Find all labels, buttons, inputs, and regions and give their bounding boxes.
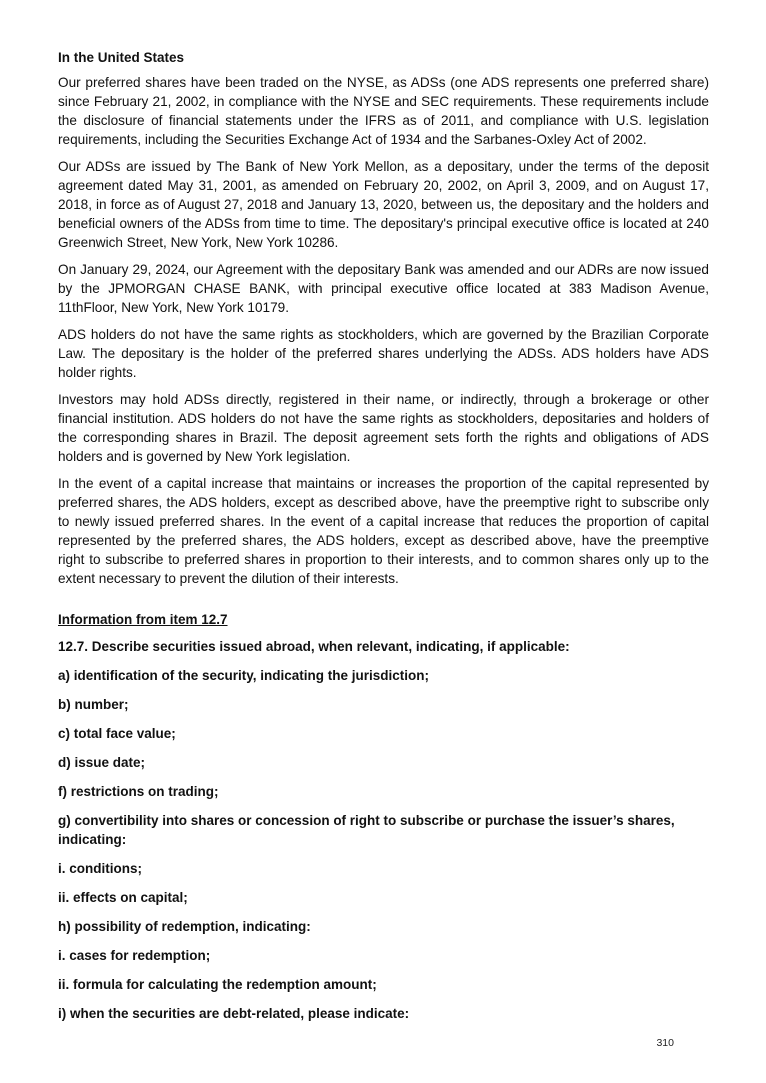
item-h-ii: ii. formula for calculating the redemption amount; (58, 977, 377, 992)
paragraph-ads-holder-rights: ADS holders do not have the same rights as stockholders, which are governed by the Brazilian Corporate Law. The depositary is the holder of the preferred shares underlying the ADSs. ADS holders have ADS holder rights. (58, 327, 709, 380)
page-number: 310 (656, 1037, 674, 1049)
item-i: i) when the securities are debt-related, please indicate: (58, 1006, 410, 1021)
item-f: f) restrictions on trading; (58, 784, 219, 799)
section-heading: In the United States (58, 50, 185, 65)
paragraph-nyse-listing: Our preferred shares have been traded on the NYSE, as ADSs (one ADS represents one preferred share) since February 21, 2002, in compliance with the NYSE and SEC requirements. These requirements include the disclosure of financial statements under the IFRS as of 2011, and compliance with U.S. legislation requirements, including the Securities Exchange Act of 1934 and the Sarbanes-Oxley Act of 2002. (58, 75, 709, 147)
item-g-i: i. conditions; (58, 861, 142, 876)
paragraph-depositary: Our ADSs are issued by The Bank of New York Mellon, as a depositary, under the terms of the deposit agreement dated May 31, 2001, as amended on February 20, 2002, on April 3, 2009, and on August 17, 2018, in force as of August 27, 2018 and January 13, 2020, between us, the depositary and the holders and beneficial owners of the ADSs from time to time. The depositary's principal executive office is located at 240 Greenwich Street, New York, New York 10286. (58, 159, 709, 250)
item-a: a) identification of the security, indicating the jurisdiction; (58, 668, 430, 683)
document-page (58, 48, 709, 1033)
item-g-ii: ii. effects on capital; (58, 890, 188, 905)
section-title-item-12-7: Information from item 12.7 (58, 612, 228, 627)
item-g: g) convertibility into shares or concession of right to subscribe or purchase the issuer’s shares, indicating: (58, 813, 675, 847)
item-b: b) number; (58, 697, 129, 712)
paragraph-investors: Investors may hold ADSs directly, registered in their name, or indirectly, through a brokerage or other financial institution. ADS holders do not have the same rights as stockholders, depositaries and holders of the corresponding shares in Brazil. The deposit agreement sets forth the rights and obligations of ADS holders and is governed by New York legislation. (58, 392, 709, 464)
item-d: d) issue date; (58, 755, 146, 770)
item-h-i: i. cases for redemption; (58, 948, 211, 963)
item-c: c) total face value; (58, 726, 176, 741)
paragraph-capital-increase: In the event of a capital increase that maintains or increases the proportion of the capital represented by preferred shares, the ADS holders, except as described above, have the preemptive right to subscribe only to newly issued preferred shares. In the event of a capital increase that reduces the proportion of capital represented by the preferred shares, the ADS holders, except as described above, have the preemptive right to subscribe to preferred shares in proportion to their interests, and to common shares only up to the extent necessary to prevent the dilution of their interests. (58, 476, 709, 586)
item-12-7-question: 12.7. Describe securities issued abroad, when relevant, indicating, if applicable: (58, 639, 570, 654)
paragraph-agreement-amendment: On January 29, 2024, our Agreement with the depositary Bank was amended and our ADRs are now issued by the JPMORGAN CHASE BANK, with principal executive office located at 383 Madison Avenue, 11thFloor, New York, New York 10179. (58, 262, 709, 315)
item-h: h) possibility of redemption, indicating: (58, 919, 311, 934)
